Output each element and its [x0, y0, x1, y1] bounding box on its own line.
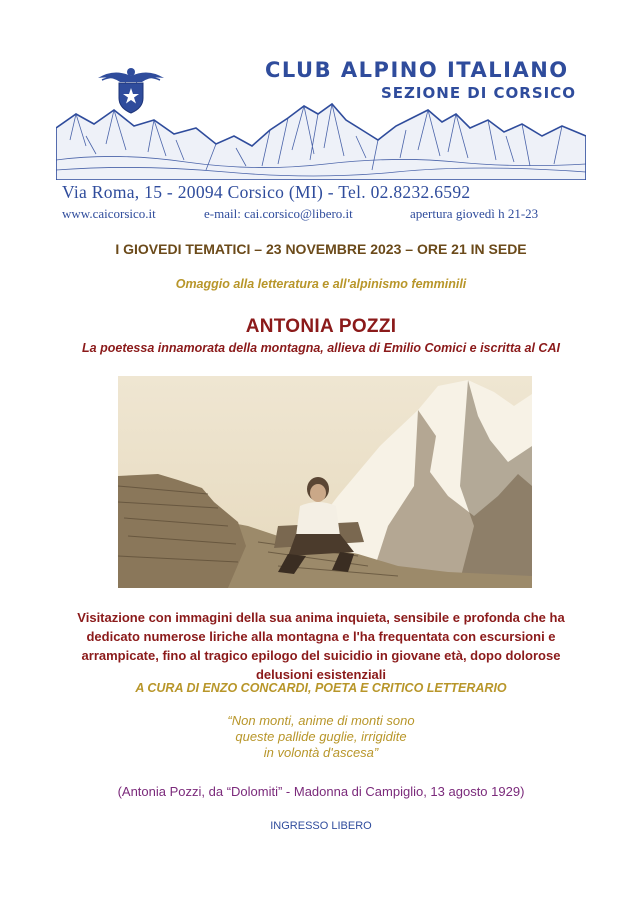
curator-credit: A CURA DI ENZO CONCARDI, POETA E CRITICO LETTERARIO: [135, 681, 507, 695]
event-subtitle: Omaggio alla letteratura e all'alpinismo femminili: [175, 277, 467, 291]
address-line: Via Roma, 15 - 20094 Corsico (MI) - Tel. 02.8232.6592: [62, 182, 471, 202]
poem-line: queste pallide guglie, irrigidite: [235, 729, 407, 744]
email-link[interactable]: e-mail: cai.corsico@libero.it: [204, 206, 353, 221]
website-link[interactable]: www.caicorsico.it: [62, 206, 156, 221]
club-title: CLUB ALPINO ITALIANO: [265, 58, 569, 82]
poem-line: “Non monti, anime di monti sono: [227, 713, 415, 728]
vintage-mountain-photo: [118, 376, 532, 588]
poem-source: (Antonia Pozzi, da “Dolomiti” - Madonna di Campiglio, 13 agosto 1929): [117, 784, 525, 799]
poet-name: ANTONIA POZZI: [245, 316, 397, 337]
opening-hours: apertura giovedì h 21-23: [410, 206, 539, 221]
poem-quote: [0, 713, 642, 761]
section-title: SEZIONE DI CORSICO: [381, 84, 576, 102]
event-description: Visitazione con immagini della sua anima inquieta, sensibile e profonda che ha dedicato numerose liriche alla montagna e l'ha frequentata con escursioni e arrampicate, fino al tragico epilogo del suicidio in giovane età, dopo dolorose delusioni esistenziali: [77, 610, 565, 682]
event-headline: I GIOVEDI TEMATICI – 23 NOVEMBRE 2023 – ORE 21 IN SEDE: [115, 241, 527, 257]
mountain-illustration: [56, 100, 586, 180]
letterhead: [0, 0, 642, 230]
poem-line: in volontà d'ascesa”: [263, 745, 379, 760]
poet-tagline: La poetessa innamorata della montagna, allieva di Emilio Comici e iscritta al CAI: [82, 341, 560, 355]
entry-note: INGRESSO LIBERO: [270, 820, 372, 832]
